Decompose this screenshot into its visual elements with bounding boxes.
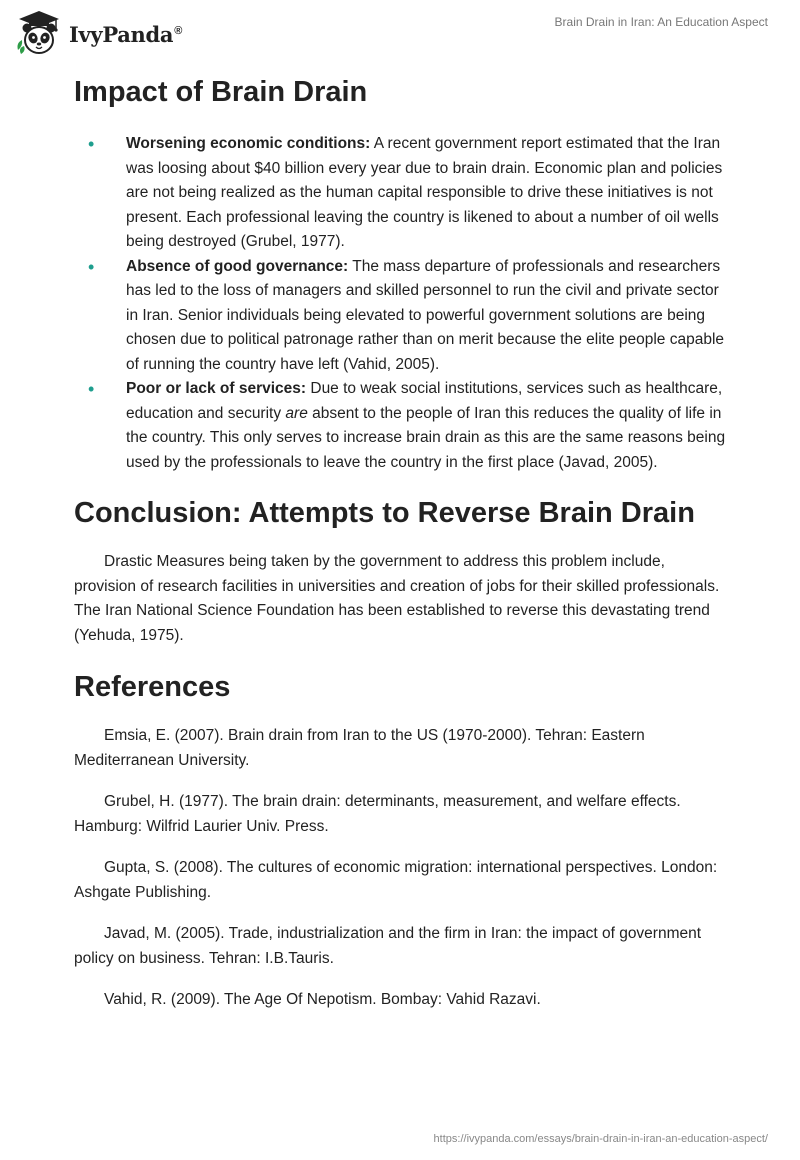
list-item [74, 377, 729, 475]
bullet-icon: • [88, 256, 95, 277]
page-header [0, 0, 800, 64]
article-body [74, 72, 729, 1013]
impact-list [74, 132, 729, 475]
list-item [74, 132, 729, 255]
references-heading: References [74, 671, 231, 703]
list-item-title: Poor or lack of services: [126, 380, 307, 397]
ivypanda-logo[interactable] [15, 10, 182, 56]
list-item-text: Due to weak social institutions, services such as healthcare, education and security [126, 380, 723, 422]
source-url[interactable]: https://ivypanda.com/essays/brain-drain-in-iran-an-education-aspect/ [433, 1133, 768, 1145]
list-item-text: absent to the people of Iran this reduces the quality of life in the country. This only serves to increase brain drain as this are the same reasons being used by the professionals to leave the country in the first place (Javad, 2005). [126, 404, 726, 471]
reference-item: Vahid, R. (2009). The Age Of Nepotism. Bombay: Vahid Razavi. [104, 991, 541, 1008]
references-list [74, 724, 729, 1013]
reference-item: Grubel, H. (1977). The brain drain: determinants, measurement, and welfare effects. Hamburg: Wilfrid Laurier Univ. Press. [74, 793, 681, 835]
reference-item: Gupta, S. (2008). The cultures of economic migration: international perspectives. London: Ashgate Publishing. [74, 859, 718, 901]
list-item-text: A recent government report estimated that the Iran was loosing about $40 billion every year due to brain drain. Economic plan and policies are not being realized as the human capital responsible to drive these initiatives is not present. Each professional leaving the country is likened to about a number of oil wells being destroyed (Grubel, 1977). [126, 135, 723, 250]
impact-heading: Impact of Brain Drain [74, 76, 368, 108]
bullet-icon: • [88, 134, 95, 154]
reference-item: Javad, M. (2005). Trade, industrialization and the firm in Iran: the impact of government policy on business. Tehran: I.B.Tauris. [74, 925, 702, 967]
list-item-text: The mass departure of professionals and researchers has led to the loss of managers and skilled personnel to run the civil and private sector in Iran. Senior individuals being elevated to powerful government solutions are being chosen due to political patronage rather than on merit because the elite people capable of running the country have left (Vahid, 2005). [126, 257, 725, 373]
conclusion-heading: Conclusion: Attempts to Reverse Brain Drain [74, 497, 695, 529]
bullet-icon: • [88, 379, 95, 399]
panda-icon [15, 10, 63, 56]
list-item-title: Worsening economic conditions: [126, 135, 371, 152]
document-title: Brain Drain in Iran: An Education Aspect [554, 15, 768, 29]
list-item [74, 255, 729, 378]
list-item-title: Absence of good governance: [126, 257, 349, 275]
list-item-emphasis: are [285, 404, 308, 422]
brand-name: IvyPanda® [69, 21, 183, 47]
reference-item: Emsia, E. (2007). Brain drain from Iran to the US (1970-2000). Tehran: Eastern Mediterranean University. [74, 727, 645, 769]
registered-mark: ® [174, 24, 183, 37]
conclusion-paragraph: Drastic Measures being taken by the government to address this problem include, provision of research facilities in universities and creation of jobs for their skilled professionals. The Iran National Science Foundation has been established to reverse this devastating trend (Yehuda, 1975). [74, 553, 720, 644]
